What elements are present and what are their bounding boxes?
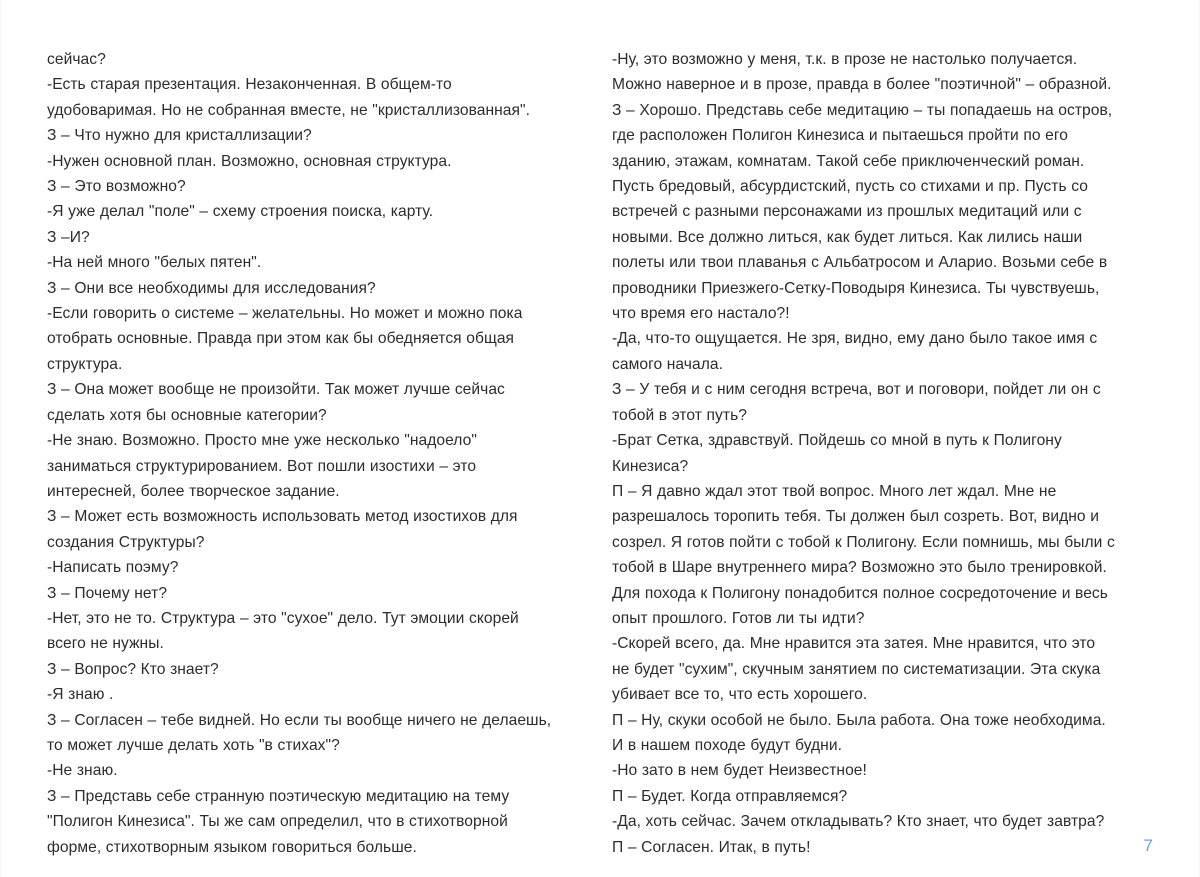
text-line: полеты или твои плаванья с Альбатросом и Аларио. Возьми себе в [612,254,1108,272]
text-line: -Я уже делал "поле" – схему строения поиска, карту. [47,203,434,221]
text-line: где расположен Полигон Кинезиса и пытаешься пройти по его [612,127,1069,145]
text-line: тобой в этот путь? [612,406,747,424]
text-line: П – Согласен. Итак, в путь! [612,838,811,856]
text-line: разрешалось торопить тебя. Ты должен был созреть. Вот, видно и [612,508,1099,526]
text-line: -Есть старая презентация. Незаконченная. В общем-то [47,76,452,94]
text-line: З – У тебя и с ним сегодня встреча, вот и поговори, пойдет ли он с [612,381,1101,399]
text-line: сделать хотя бы основные категории? [47,406,327,424]
text-line: З – Представь себе странную поэтическую медитацию на тему [47,787,510,805]
text-line: -Да, что-то ощущается. Не зря, видно, ему дано было такое имя с [612,330,1098,348]
text-line: сейчас? [47,51,106,68]
text-line: -Не знаю. Возможно. Просто мне уже несколько "надоело" [47,432,477,450]
text-line: зданию, этажам, комнатам. Такой себе приключенческий роман. [612,152,1085,170]
text-line: -Если говорить о системе – желательны. Но может и можно пока [47,305,523,323]
text-line: П – Ну, скуки особой не было. Была работа. Она тоже необходима. [612,711,1106,729]
text-line: отобрать основные. Правда при этом как бы обедняется общая [47,330,515,348]
text-line: Кинезиса? [612,457,689,475]
text-line: тобой в Шаре внутреннего мира? Возможно это было тренировкой. [612,559,1107,577]
text-line: убивает все то, что есть хорошего. [612,686,868,704]
page-number: 7 [1143,836,1153,855]
text-line: не будет "сухим", скучным занятием по систематизации. Эта скука [612,660,1101,678]
text-line: что время его настало?! [612,305,790,323]
text-line: З – Вопрос? Кто знает? [47,660,219,678]
text-line: новыми. Все должно литься, как будет литься. Как лились наши [612,228,1083,246]
text-line: -Написать поэму? [47,559,179,577]
text-line: Можно наверное и в прозе, правда в более "поэтичной" – образной. [612,76,1112,94]
text-line: Для похода к Полигону понадобится полное сосредоточение и весь [612,584,1108,602]
text-line: -Нужен основной план. Возможно, основная структура. [47,152,452,170]
text-line: -Да, хоть сейчас. Зачем откладывать? Кто знает, что будет завтра? [612,813,1105,831]
text-line: З – Что нужно для кристаллизации? [47,127,312,145]
text-line: форме, стихотворным языком говориться больше. [47,838,417,856]
text-line: З – Почему нет? [47,584,168,602]
text-line: З –И? [47,228,90,246]
text-line: структура. [47,355,123,373]
text-line: -Но зато в нем будет Неизвестное! [612,762,867,780]
text-line: заниматься структурированием. Вот пошли изостихи – это [47,457,477,475]
text-line: созрел. Я готов пойти с тобой к Полигону. Если помнишь, мы были с [612,533,1115,551]
text-line: -Ну, это возможно у меня, т.к. в прозе не настолько получается. [612,51,1078,68]
text-line: -Нет, это не то. Структура – это "сухое" дело. Тут эмоции скорей [47,609,519,627]
text-line: Пусть бредовый, абсурдистский, пусть со стихами и пр. Пусть со [612,178,1088,196]
text-column-right [612,47,1154,860]
text-line: удобоваримая. Но не собранная вместе, не "кристаллизованная". [47,101,530,119]
text-line: З – Это возможно? [47,178,186,196]
text-line: -Не знаю. [47,762,118,780]
text-line: З – Они все необходимы для исследования? [47,279,376,297]
text-line: "Полигон Кинезиса". Ты же сам определил, что в стихотворной [47,813,508,831]
text-line: З – Может есть возможность использовать метод изостихов для [47,508,518,526]
text-line: З – Она может вообще не произойти. Так может лучше сейчас [47,381,505,399]
text-line: П – Я давно ждал этот твой вопрос. Много лет ждал. Мне не [612,482,1057,500]
text-line: интересней, более творческое задание. [47,482,340,500]
text-line: И в нашем походе будут будни. [612,736,842,754]
text-line: опыт прошлого. Готов ли ты идти? [612,609,865,627]
text-line: встречей с разными персонажами из прошлых медитаций или с [612,203,1082,221]
text-line: самого начала. [612,355,723,373]
text-line: З – Согласен – тебе видней. Но если ты вообще ничего не делаешь, [47,711,552,729]
text-line: всего не нужны. [47,635,164,653]
text-line: -На ней много "белых пятен". [47,254,262,272]
text-column-left [47,47,563,860]
text-line: П – Будет. Когда отправляемся? [612,787,848,805]
text-line: то может лучше делать хоть "в стихах"? [47,736,340,754]
text-line: -Скорей всего, да. Мне нравится эта затея. Мне нравится, что это [612,635,1096,653]
text-line: -Я знаю . [47,686,114,704]
text-line: создания Структуры? [47,533,205,551]
text-line: проводники Приезжего-Сетку-Поводыря Кинезиса. Ты чувствуешь, [612,279,1100,297]
text-line: З – Хорошо. Представь себе медитацию – ты попадаешь на остров, [612,101,1113,119]
text-line: -Брат Сетка, здравствуй. Пойдешь со мной в путь к Полигону [612,432,1062,450]
